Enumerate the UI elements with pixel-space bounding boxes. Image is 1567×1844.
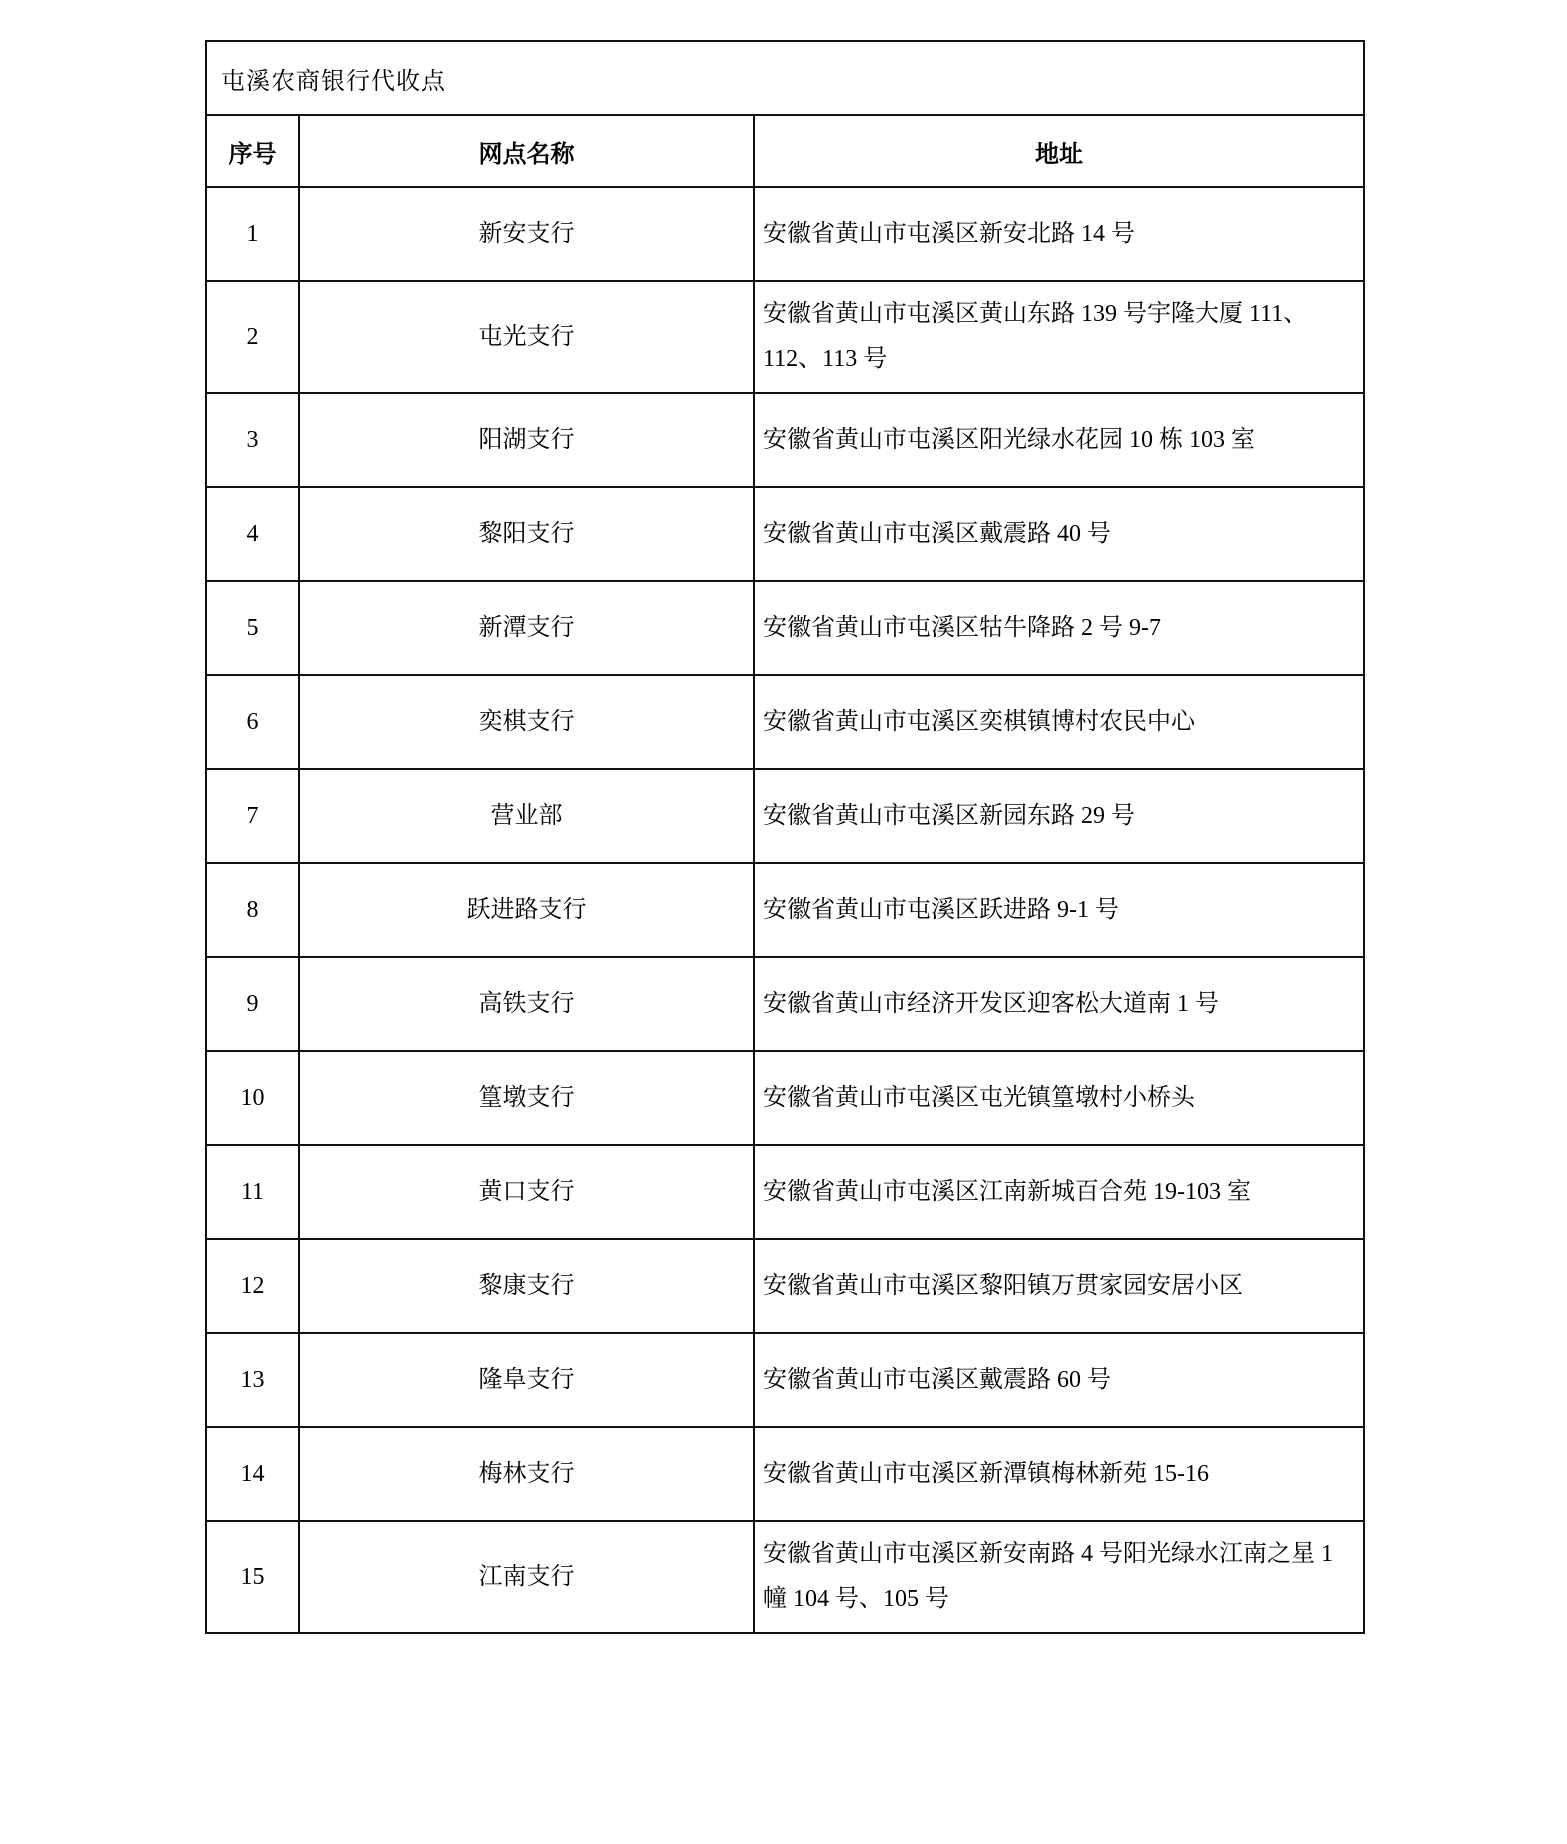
- branch-address: 安徽省黄山市屯溪区戴震路 60 号: [754, 1333, 1364, 1427]
- table-row: [206, 1521, 1364, 1633]
- row-number: 6: [206, 675, 299, 769]
- row-number: 3: [206, 393, 299, 487]
- branch-address: 安徽省黄山市屯溪区屯光镇篁墩村小桥头: [754, 1051, 1364, 1145]
- table-row: [206, 1427, 1364, 1521]
- branch-address: 安徽省黄山市屯溪区新安北路 14 号: [754, 187, 1364, 281]
- branch-address: 安徽省黄山市屯溪区阳光绿水花园 10 栋 103 室: [754, 393, 1364, 487]
- branch-address: 安徽省黄山市屯溪区戴震路 40 号: [754, 487, 1364, 581]
- table-row: [206, 957, 1364, 1051]
- table-row: [206, 769, 1364, 863]
- branch-address: 安徽省黄山市屯溪区奕棋镇博村农民中心: [754, 675, 1364, 769]
- branch-name: 梅林支行: [299, 1427, 754, 1521]
- branch-address: 安徽省黄山市屯溪区牯牛降路 2 号 9-7: [754, 581, 1364, 675]
- branch-name: 新潭支行: [299, 581, 754, 675]
- branch-address: 安徽省黄山市屯溪区新安南路 4 号阳光绿水江南之星 1 幢 104 号、105 号: [754, 1521, 1364, 1633]
- row-number: 12: [206, 1239, 299, 1333]
- table-row: [206, 281, 1364, 393]
- header-name: 网点名称: [299, 115, 754, 187]
- branch-name: 奕棋支行: [299, 675, 754, 769]
- branch-address: 安徽省黄山市经济开发区迎客松大道南 1 号: [754, 957, 1364, 1051]
- row-number: 2: [206, 281, 299, 393]
- branch-address: 安徽省黄山市屯溪区黄山东路 139 号宇隆大厦 111、112、113 号: [754, 281, 1364, 393]
- row-number: 10: [206, 1051, 299, 1145]
- row-number: 13: [206, 1333, 299, 1427]
- branch-name: 篁墩支行: [299, 1051, 754, 1145]
- row-number: 7: [206, 769, 299, 863]
- branch-address: 安徽省黄山市屯溪区新园东路 29 号: [754, 769, 1364, 863]
- branch-address: 安徽省黄山市屯溪区新潭镇梅林新苑 15-16: [754, 1427, 1364, 1521]
- branch-address: 安徽省黄山市屯溪区江南新城百合苑 19-103 室: [754, 1145, 1364, 1239]
- branch-name: 新安支行: [299, 187, 754, 281]
- row-number: 8: [206, 863, 299, 957]
- table-row: [206, 187, 1364, 281]
- branch-name: 黎康支行: [299, 1239, 754, 1333]
- table-row: [206, 487, 1364, 581]
- table-row: [206, 1333, 1364, 1427]
- row-number: 4: [206, 487, 299, 581]
- table-body: [206, 41, 1364, 1633]
- collection-points-table: [205, 40, 1365, 1634]
- header-row: [206, 115, 1364, 187]
- branch-name: 营业部: [299, 769, 754, 863]
- header-address: 地址: [754, 115, 1364, 187]
- row-number: 5: [206, 581, 299, 675]
- table-row: [206, 675, 1364, 769]
- table-row: [206, 863, 1364, 957]
- table-row: [206, 1239, 1364, 1333]
- table-row: [206, 581, 1364, 675]
- row-number: 14: [206, 1427, 299, 1521]
- table-title: 屯溪农商银行代收点: [206, 41, 1364, 115]
- title-row: [206, 41, 1364, 115]
- table-row: [206, 393, 1364, 487]
- branch-name: 高铁支行: [299, 957, 754, 1051]
- row-number: 9: [206, 957, 299, 1051]
- row-number: 11: [206, 1145, 299, 1239]
- branch-address: 安徽省黄山市屯溪区黎阳镇万贯家园安居小区: [754, 1239, 1364, 1333]
- branch-name: 江南支行: [299, 1521, 754, 1633]
- header-no: 序号: [206, 115, 299, 187]
- branch-name: 跃进路支行: [299, 863, 754, 957]
- branch-name: 隆阜支行: [299, 1333, 754, 1427]
- table-row: [206, 1051, 1364, 1145]
- table-row: [206, 1145, 1364, 1239]
- row-number: 1: [206, 187, 299, 281]
- branch-name: 屯光支行: [299, 281, 754, 393]
- branch-name: 黄口支行: [299, 1145, 754, 1239]
- branch-name: 阳湖支行: [299, 393, 754, 487]
- branch-name: 黎阳支行: [299, 487, 754, 581]
- row-number: 15: [206, 1521, 299, 1633]
- collection-points-table-wrap: [205, 40, 1363, 1634]
- branch-address: 安徽省黄山市屯溪区跃进路 9-1 号: [754, 863, 1364, 957]
